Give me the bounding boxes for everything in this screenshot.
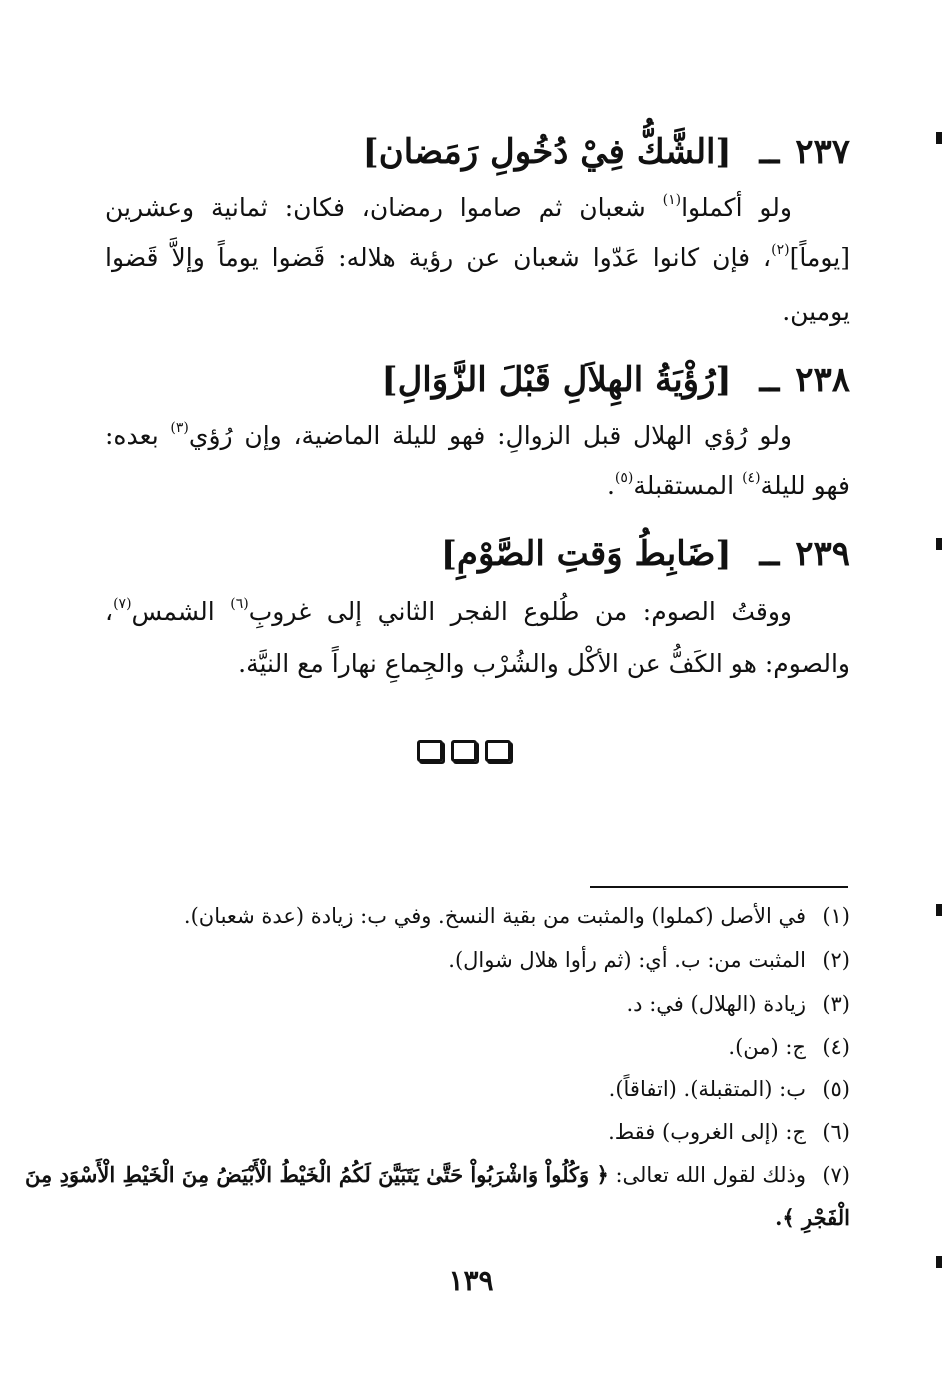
paragraph-line: ولو أكملوا$^{(١)}$ شعبان ثم صاموا رمضان، فكان: ثمانية وعشرين — [105, 192, 792, 222]
paragraph-line: فهو لليلة$^{(٤)}$ المستقبلة$^{(٥)}$. — [606, 470, 850, 500]
footnote-item — [100, 900, 850, 932]
footnote-item — [100, 944, 850, 976]
paragraph-line: ولو رُؤي الهلال قبل الزوالِ: فهو لليلة الماضية، وإن رُؤي$^{(٣)}$ بعده: — [105, 420, 793, 450]
section-number: ٢٣٨ — [795, 360, 850, 400]
footnote-text: ج: (من). — [728, 1035, 806, 1059]
footnote-number: (٣) — [822, 992, 850, 1016]
footnote-text: ب: (المتقبلة). (اتفاقاً). — [608, 1077, 806, 1101]
footnote-ref[interactable]: (٢) — [771, 242, 790, 258]
section-title-237 — [90, 130, 850, 174]
paragraph-line: [يوماً]$^{(٢)}$، فإن كانوا عَدّوا شعبان عن رؤية هلاله: قَضوا يوماً وإلاَّ قَضوا — [105, 242, 850, 272]
footnote-ref[interactable]: (٣) — [170, 420, 189, 436]
page-number: ١٣٩ — [448, 1264, 494, 1297]
section-heading: [الشَّكُّ فِيْ دُخُولِ رَمَضان] — [362, 132, 732, 172]
section-number: ٢٣٧ — [795, 132, 850, 172]
section-title-239 — [90, 532, 850, 576]
footnote-ref[interactable]: (٤) — [742, 470, 761, 486]
quran-verse: ﴿ وَكُلُواْ وَاشْرَبُواْ حَتَّىٰ يَتَبَيَّنَ لَكُمُ الْخَيْطُ الْأَبْيَضُ مِنَ الْخَيْطِ الْأَسْوَدِ مِنَ — [25, 1162, 609, 1187]
section-separator — [417, 740, 527, 768]
section-dash: ــ — [759, 132, 780, 172]
section-heading: [ضَابِطُ وَقتِ الصَّوْمِ] — [440, 534, 732, 574]
scan-edge-mark — [936, 904, 942, 916]
separator-square-icon — [485, 740, 511, 762]
footnote-item — [100, 988, 850, 1020]
scan-edge-mark — [936, 1256, 942, 1268]
footnote-ref[interactable]: (٧) — [113, 596, 132, 612]
section-heading: [رُؤْيَةُ الهِلاَلِ قَبْلَ الزَّوَالِ] — [381, 360, 732, 400]
section-dash: ــ — [759, 360, 780, 400]
paragraph-line: ووقتُ الصوم: من طُلوع الفجر الثاني إلى غروبِ$^{(٦)}$ الشمس$^{(٧)}$، — [105, 596, 793, 626]
footnote-item — [100, 1116, 850, 1148]
footnote-text: في الأصل (كملوا) والمثبت من بقية النسخ. وفي ب: زيادة (عدة شعبان). — [183, 904, 806, 928]
footnote-number: (١) — [822, 904, 850, 928]
section-dash: ــ — [759, 534, 780, 574]
separator-square-icon — [417, 740, 443, 762]
footnote-number: (٢) — [822, 948, 850, 972]
footnote-text: ج: (إلى الغروب) فقط. — [608, 1120, 806, 1144]
footnote-ref[interactable]: (٦) — [230, 596, 249, 612]
footnote-item — [100, 1073, 850, 1105]
paragraph-line: يومين. — [782, 297, 850, 326]
scan-edge-mark — [936, 132, 942, 144]
scan-edge-mark — [936, 538, 942, 550]
footnote-item — [25, 1159, 850, 1191]
footnote-number: (٥) — [822, 1077, 850, 1101]
footnote-number: (٦) — [822, 1120, 850, 1144]
footnote-divider — [590, 886, 848, 888]
section-number: ٢٣٩ — [795, 534, 850, 574]
footnote-text: المثبت من: ب. أي: (ثم رأوا هلال شوال). — [448, 948, 806, 972]
footnote-text: زيادة (الهلال) في: د. — [626, 992, 806, 1016]
quran-verse-continuation: الْفَجْرِ ﴾. — [775, 1205, 850, 1230]
paragraph-line: والصوم: هو الكَفُّ عن الأكْل والشُرْب والجِماعِ نهاراً مع النيَّة. — [238, 649, 850, 678]
footnote-number: (٤) — [822, 1035, 850, 1059]
footnote-ref[interactable]: (١) — [662, 192, 682, 208]
section-title-238 — [90, 358, 850, 402]
footnote-text: وذلك لقول الله تعالى: — [608, 1163, 806, 1187]
separator-square-icon — [451, 740, 477, 762]
footnote-item — [100, 1031, 850, 1063]
footnote-ref[interactable]: (٥) — [614, 470, 634, 486]
footnote-number: (٧) — [822, 1163, 850, 1187]
